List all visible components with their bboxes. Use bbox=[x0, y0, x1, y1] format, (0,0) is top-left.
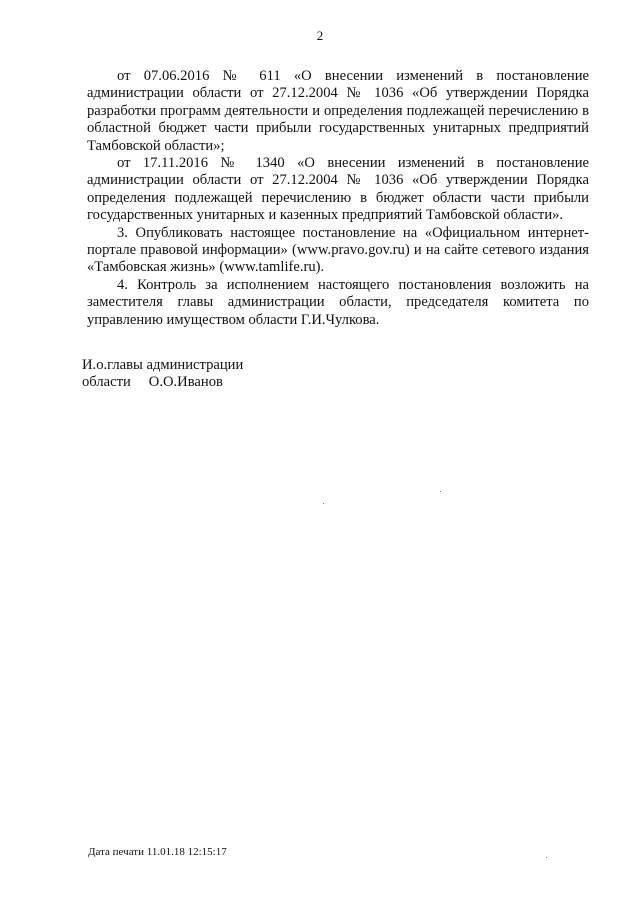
paragraph-amendment-611: от 07.06.2016 № 611 «О внесении изменений в постановление администрации области от 27.12.2004 № 1036 «Об утверждении Порядка разработки программ деятельности и определения подлежащей перечислению в областной бюджет части прибыли государственных унитарных предприятий Тамбовской области»; bbox=[87, 68, 589, 154]
paragraph-publication: 3. Опубликовать настоящее постановление на «Официальном интернет-портале правовой информации» (www.pravo.gov.ru) и на сайте сетевого издания «Тамбовская жизнь» (www.tamlife.ru). bbox=[87, 224, 589, 276]
signature-block bbox=[82, 357, 243, 392]
scan-speck bbox=[323, 503, 324, 504]
scan-speck bbox=[546, 857, 547, 858]
signer-name: О.О.Иванов bbox=[148, 374, 223, 391]
paragraph-amendment-1340: от 17.11.2016 № 1340 «О внесении изменений в постановление администрации области от 27.12.2004 № 1036 «Об утверждении Порядка определения подлежащей перечислению в бюджет области части прибыли государственных унитарных и казенных предприятий Тамбовской области». bbox=[87, 155, 589, 224]
page-number: 2 bbox=[316, 28, 324, 43]
paragraph-control: 4. Контроль за исполнением настоящего постановления возложить на заместителя главы администрации области, председателя комитета по управлению имуществом области Г.И.Чулкова. bbox=[87, 276, 589, 328]
print-date: Дата печати 11.01.18 12:15:17 bbox=[88, 846, 227, 858]
document-body bbox=[87, 68, 589, 329]
scan-speck bbox=[440, 491, 441, 492]
signer-position-line1: И.о.главы администрации bbox=[82, 357, 244, 373]
signer-position-line2: области bbox=[82, 374, 131, 391]
